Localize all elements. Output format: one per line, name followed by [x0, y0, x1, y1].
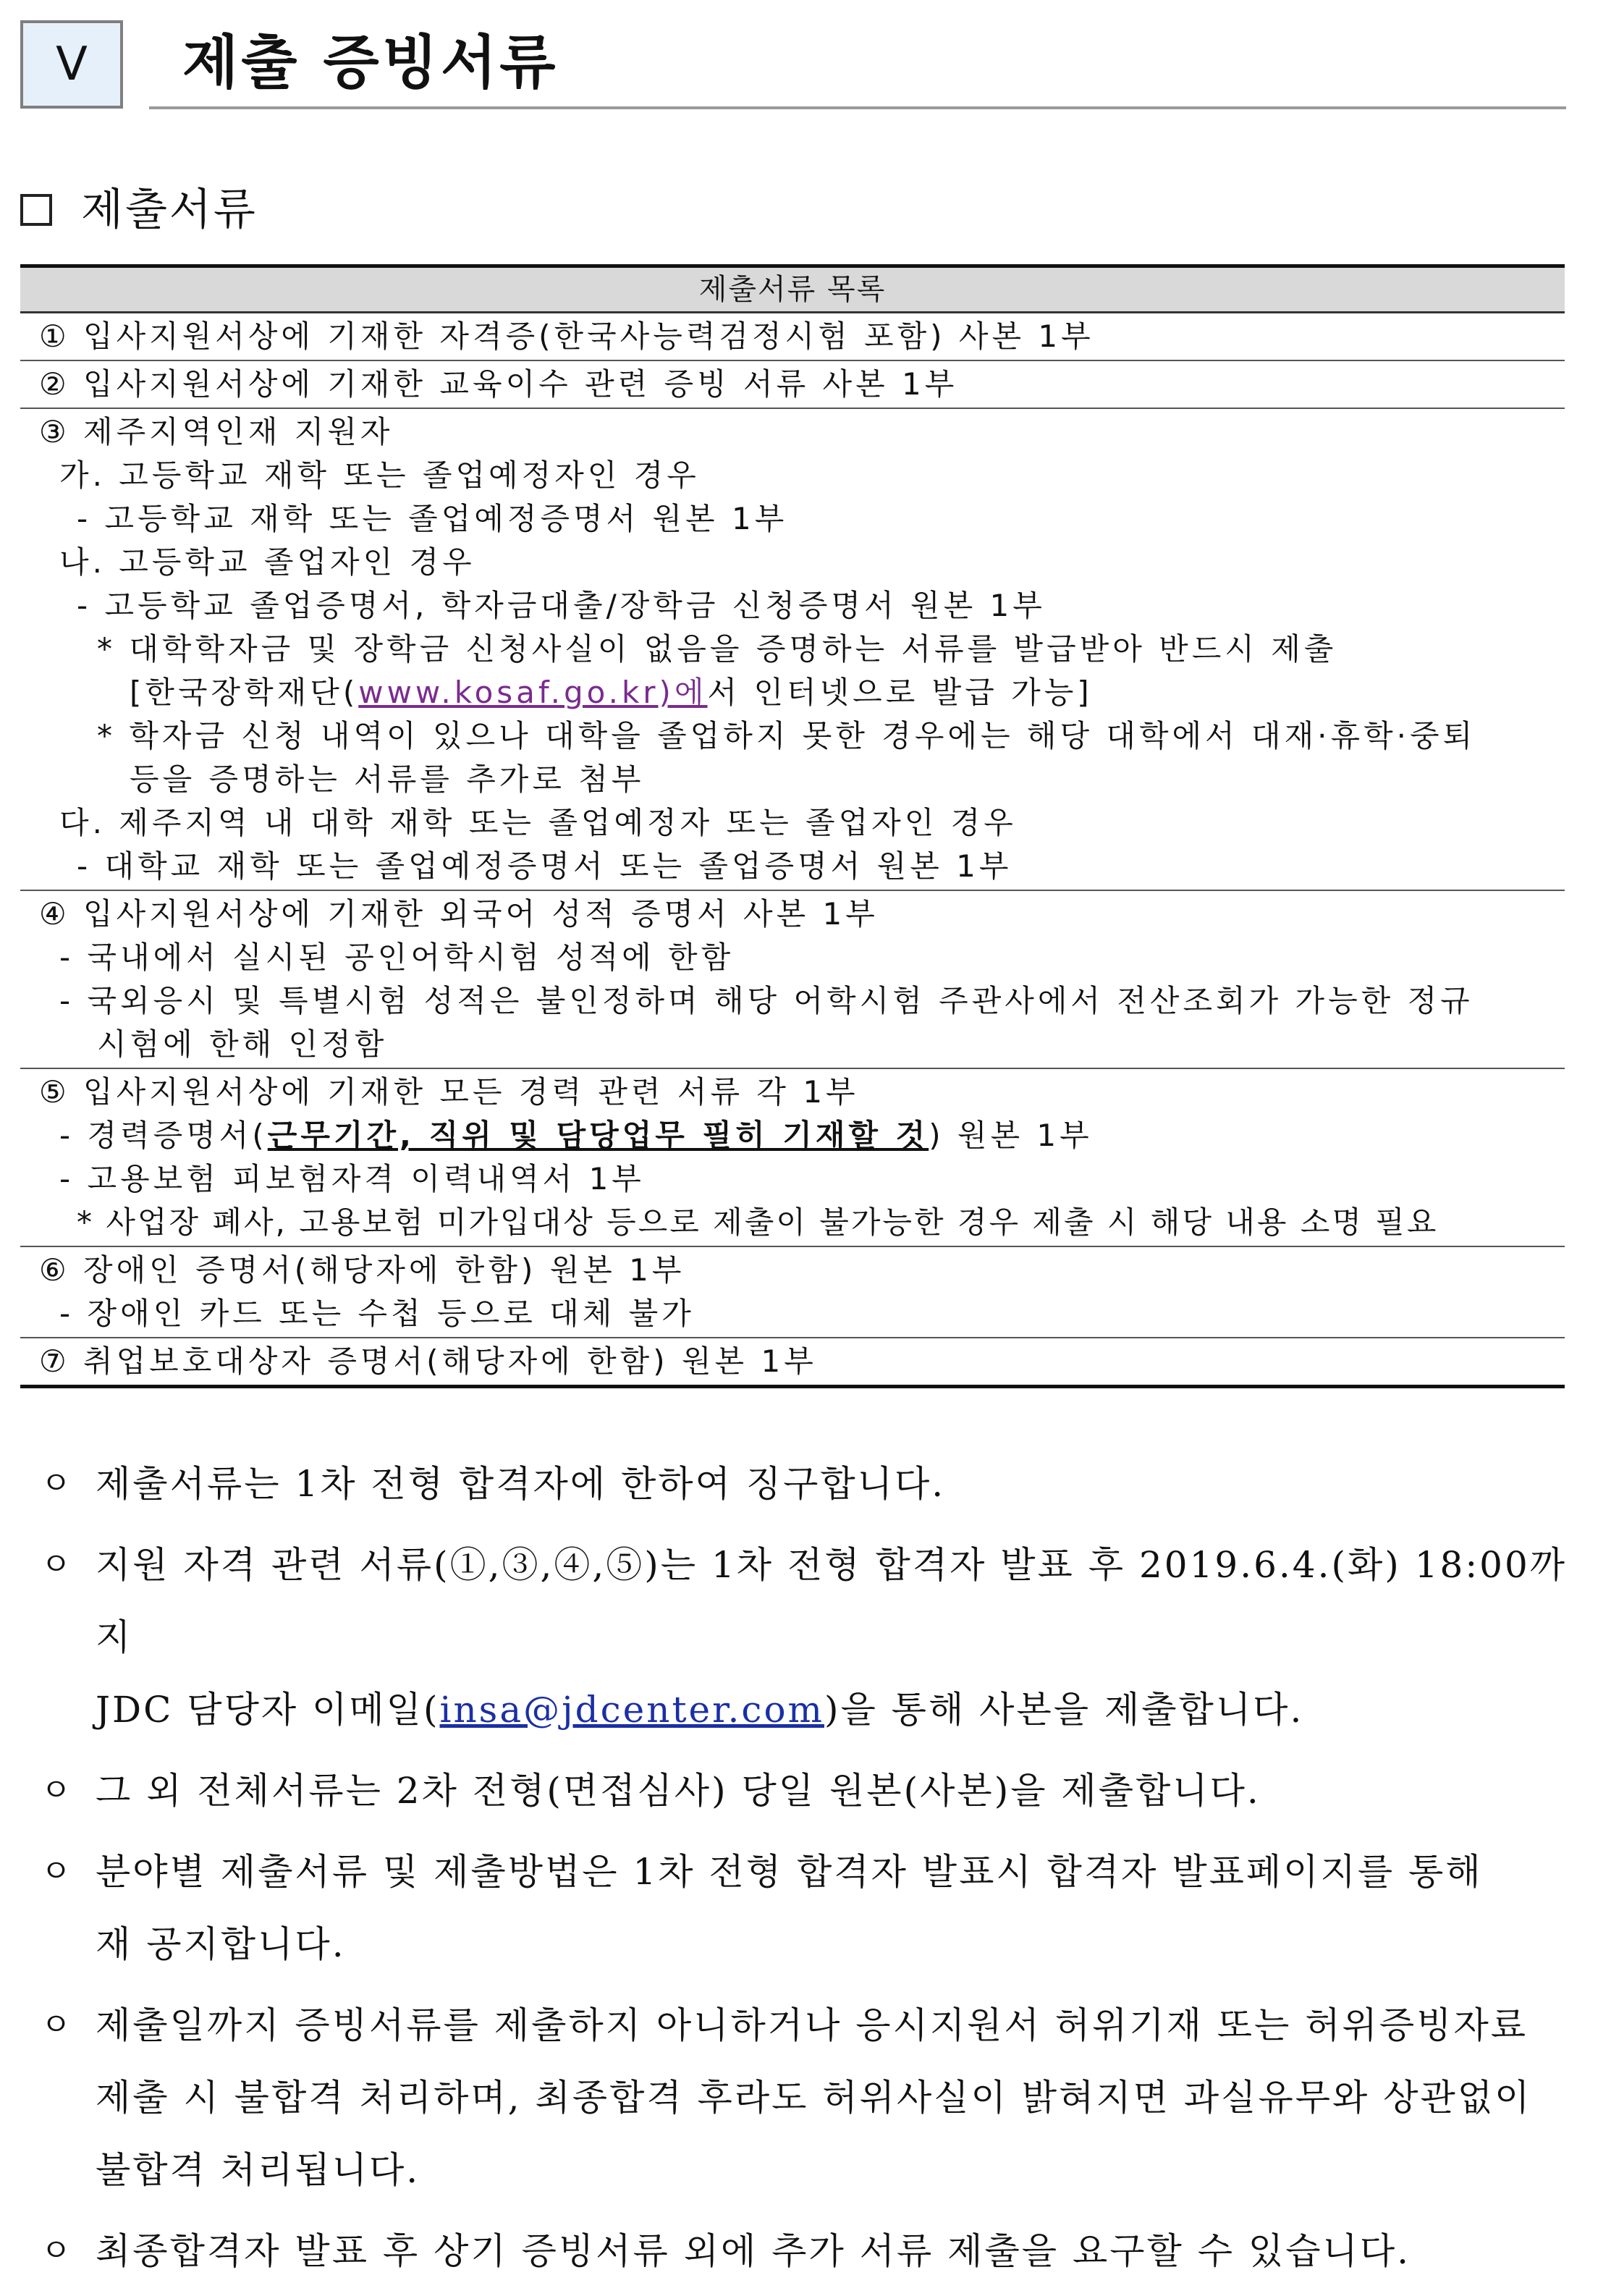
list-item — [41, 1755, 1568, 1827]
row-text: ③ 제주지역인재 지원자 — [39, 414, 394, 450]
note-text: 최종합격자 발표 후 상기 증빙서류 외에 추가 서류 제출을 요구할 수 있습니다. — [96, 2230, 1411, 2272]
row-text: ① 입사지원서상에 기재한 자격증(한국사능력검정시험 포함) 사본 1부 — [39, 318, 1094, 354]
note-text: 제출 시 불합격 처리하며, 최종합격 후라도 허위사실이 밝혀지면 과실유무와 상관없이 — [96, 2077, 1532, 2119]
emphasis-text: 근무기간, 직위 및 담당업무 필히 기재할 것 — [267, 1118, 929, 1153]
note-text: 지원 자격 관련 서류(①,③,④,⑤)는 1차 전형 합격자 발표 후 2019.6.4.(화) 18:00까지 — [96, 1544, 1568, 1658]
notes-list — [41, 1448, 1568, 2296]
email-link[interactable]: insa@jdcenter.com — [439, 1689, 824, 1731]
list-item — [41, 2215, 1568, 2287]
document-list-table — [20, 264, 1565, 1388]
row-text — [39, 671, 1553, 714]
list-item — [41, 1448, 1568, 1520]
note-text: 분야별 제출서류 및 제출방법은 1차 전형 합격자 발표시 합격자 발표페이지를 통해 — [96, 1851, 1483, 1893]
row-text: * 학자금 신청 내역이 있으나 대학을 졸업하지 못한 경우에는 해당 대학에서 대재·휴학·중퇴 — [97, 718, 1476, 754]
row-text: 나. 고등학교 졸업자인 경우 — [59, 544, 475, 580]
bullet: ㅇ — [41, 1465, 72, 1502]
row-text: ⑦ 취업보호대상자 증명서(해당자에 한함) 원본 1부 — [39, 1343, 817, 1379]
row-text: ⑤ 입사지원서상에 기재한 모든 경력 관련 서류 각 1부 — [39, 1074, 859, 1110]
row-text: - 장애인 카드 또는 수첩 등으로 대체 불가 — [59, 1296, 695, 1331]
table-row-5 — [20, 1069, 1565, 1247]
row-text: 등을 증명하는 서류를 추가로 첨부 — [130, 761, 645, 797]
row-text: ④ 입사지원서상에 기재한 외국어 성적 증명서 사본 1부 — [39, 896, 879, 932]
row-text: - 고용보험 피보험자격 이력내역서 1부 — [59, 1161, 645, 1196]
note-text — [96, 1674, 1568, 1746]
row-text: ② 입사지원서상에 기재한 교육이수 관련 증빙 서류 사본 1부 — [39, 366, 958, 402]
text-segment: JDC 담당자 이메일( — [96, 1689, 440, 1731]
bullet: ㅇ — [41, 2232, 72, 2269]
table-row-3 — [20, 409, 1565, 891]
checkbox-icon — [20, 194, 52, 226]
row-text: - 국내에서 실시된 공인어학시험 성적에 한함 — [59, 940, 735, 975]
row-text: - 고등학교 재학 또는 졸업예정증명서 원본 1부 — [77, 501, 788, 536]
note-text: 그 외 전체서류는 2차 전형(면접심사) 당일 원본(사본)을 제출합니다. — [96, 1770, 1261, 1812]
note-text: 제출일까지 증빙서류를 제출하지 아니하거나 응시지원서 허위기재 또는 허위증빙자료 — [96, 2004, 1528, 2046]
table-row-7 — [20, 1338, 1565, 1385]
list-item — [41, 1836, 1568, 1980]
bullet: ㅇ — [41, 1546, 72, 1583]
row-text: 가. 고등학교 재학 또는 졸업예정자인 경우 — [59, 457, 700, 493]
row-text: * 사업장 폐사, 고용보험 미가입대상 등으로 제출이 불가능한 경우 제출 시 해당 내용 소명 필요 — [77, 1204, 1439, 1240]
row-text: * 대학학자금 및 장학금 신청사실이 없음을 증명하는 서류를 발급받아 반드시 제출 — [97, 631, 1337, 667]
row-text: - 대학교 재학 또는 졸업예정증명서 또는 졸업증명서 원본 1부 — [77, 848, 1012, 884]
list-item — [41, 1989, 1568, 2206]
bullet: ㅇ — [41, 1772, 72, 1809]
list-item — [41, 1529, 1568, 1746]
row-text: - 고등학교 졸업증명서, 학자금대출/장학금 신청증명서 원본 1부 — [77, 588, 1046, 623]
note-text: 제출서류는 1차 전형 합격자에 한하여 징구합니다. — [96, 1463, 946, 1505]
bullet: ㅇ — [41, 2006, 72, 2043]
subheading — [20, 181, 258, 239]
text-segment: - 경력증명서( — [59, 1118, 268, 1153]
table-row-2 — [20, 361, 1565, 409]
section-number: Ⅴ — [56, 38, 88, 91]
row-text — [39, 1114, 1553, 1157]
text-segment: ) 원본 1부 — [929, 1118, 1093, 1153]
note-text: 재 공지합니다. — [96, 1923, 346, 1965]
title-underline — [149, 106, 1566, 109]
row-text: 다. 제주지역 내 대학 재학 또는 졸업예정자 또는 졸업자인 경우 — [59, 805, 1017, 840]
page-title: 제출 증빙서류 — [182, 29, 559, 96]
note-text: 불합격 처리됩니다. — [96, 2149, 420, 2191]
text-segment: )을 통해 사본을 제출합니다. — [824, 1689, 1304, 1731]
row-text: 시험에 한해 인정함 — [97, 1026, 388, 1062]
table-header: 제출서류 목록 — [20, 268, 1565, 313]
row-text: ⑥ 장애인 증명서(해당자에 한함) 원본 1부 — [39, 1252, 685, 1288]
kosaf-link[interactable]: www.kosaf.go.kr)에 — [358, 675, 708, 710]
table-row-4 — [20, 891, 1565, 1069]
table-row-1 — [20, 313, 1565, 361]
row-text: - 국외응시 및 특별시험 성적은 불인정하며 해당 어학시험 주관사에서 전산조회가 가능한 정규 — [59, 983, 1473, 1018]
text-segment: [한국장학재단( — [130, 675, 359, 710]
subheading-text: 제출서류 — [81, 185, 258, 235]
section-number-box — [20, 20, 123, 109]
text-segment: 서 인터넷으로 발급 가능] — [707, 675, 1093, 710]
table-row-6 — [20, 1247, 1565, 1338]
bullet: ㅇ — [41, 1853, 72, 1890]
